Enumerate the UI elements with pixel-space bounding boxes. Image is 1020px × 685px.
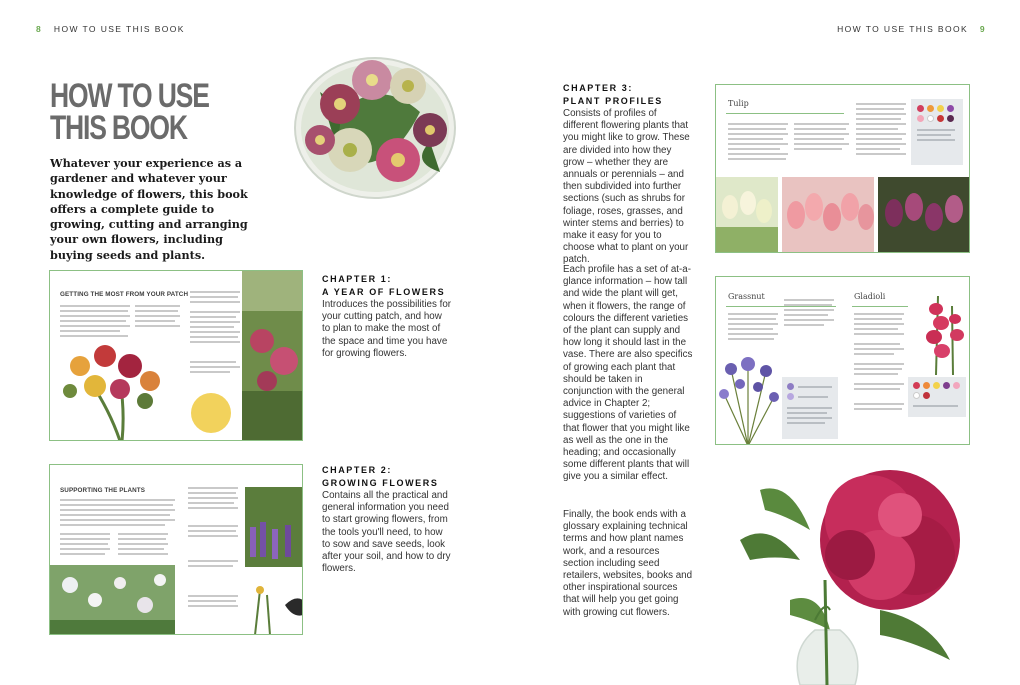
page-folio-left (36, 24, 185, 34)
thumbnail-plant-title: Tulip (728, 99, 749, 108)
chapter-3-title: PLANT PROFILES (563, 96, 663, 106)
chapter-2-title: GROWING FLOWERS (322, 478, 439, 488)
chapter-3-description: Consists of profiles of different flowering plants that you might like to grow. These are divided into how they grow – whether they are annuals or perennials – and then subdivided into further sections (such as shrubs for foliage, roses, grasses, and winter stems and berries) to make it easy for you to choose what to plant on your patch. (563, 108, 690, 266)
hellebore-bowl-photo (290, 52, 460, 202)
spread-thumbnail-chapter-2 (49, 464, 303, 635)
thumbnail-heading: GETTING THE MOST FROM YOUR PATCH (60, 291, 189, 298)
colour-swatch-panel (911, 99, 963, 165)
colour-swatch-panel (908, 377, 966, 417)
chapter-2-label: CHAPTER 2: (322, 465, 393, 475)
peony-vase-photo (730, 460, 980, 685)
page-title-line-2: THIS BOOK (50, 109, 187, 147)
thumbnail-plant-title-b: Gladioli (854, 292, 886, 301)
chapter-1-title: A YEAR OF FLOWERS (322, 287, 446, 297)
page-title-line-1: HOW TO USE (50, 77, 209, 115)
garden-border-photo (50, 565, 175, 635)
page-folio-right (837, 24, 986, 34)
chapter-3-block (563, 82, 693, 267)
chapter-3-label: CHAPTER 3: (563, 83, 634, 93)
running-head-left: HOW TO USE THIS BOOK (53, 24, 185, 34)
chapter-1-block (322, 273, 452, 360)
brodiaea-photo (716, 349, 780, 445)
gladioli-photo (908, 291, 970, 375)
bouquet-photo (50, 341, 185, 441)
spread-thumbnail-chapter-1 (49, 270, 303, 441)
chapter-2-description: Contains all the practical and general information you need to start growing flowers, from the tools you'll need, to how to sow and save seeds, look after your soil, and how to dry flowers. (322, 490, 451, 575)
garden-dahlia-photo (242, 271, 303, 441)
page-title (50, 77, 209, 147)
tulip-photo-strip (716, 177, 970, 253)
thumbnail-plant-title-a: Grassnut (728, 292, 765, 301)
sweet-pea-support-photo (245, 487, 303, 567)
chapter-2-block (322, 464, 452, 575)
colour-swatch-panel (782, 377, 838, 439)
glossary-resources-paragraph: Finally, the book ends with a glossary explaining technical terms and how plant names work, and a resources section including seed retailers, websites, books and other inspirational sources that will help you get going with growing cut flowers. (563, 509, 693, 618)
page-number-right: 9 (979, 24, 986, 34)
thumbnail-heading: SUPPORTING THE PLANTS (60, 487, 146, 494)
chapter-1-description: Introduces the possibilities for your cutting patch, and how to plan to make the most of the space and time you have for growing flowers. (322, 299, 452, 359)
intro-paragraph: Whatever your experience as a gardener and whatever your knowledge of flowers, this book offers a complete guide to growing, cutting and arranging your own flowers, including buying seeds and plants. (50, 156, 248, 262)
running-head-right: HOW TO USE THIS BOOK (837, 24, 969, 34)
tip-callout-circle (191, 393, 231, 433)
profile-info-paragraph: Each profile has a set of at-a-glance information – how tall and wide the plant will get, when it flowers, the range of colours the different varieties of the plant can supply and how long it should last in the vase. There are also specifics of growing each plant that should be taken in conjunction with the general advice in Chapter 2; suggestions of varieties of that flower that you might like as well as the one in the heading; and occasionally some different plants that will give you a similar effect. (563, 264, 693, 483)
spread-thumbnail-tulip-profile (715, 84, 970, 253)
spread-thumbnail-grassnut-gladioli (715, 276, 970, 445)
page-number-left: 8 (36, 24, 43, 34)
chapter-1-label: CHAPTER 1: (322, 274, 393, 284)
stake-tying-photo (245, 580, 303, 635)
